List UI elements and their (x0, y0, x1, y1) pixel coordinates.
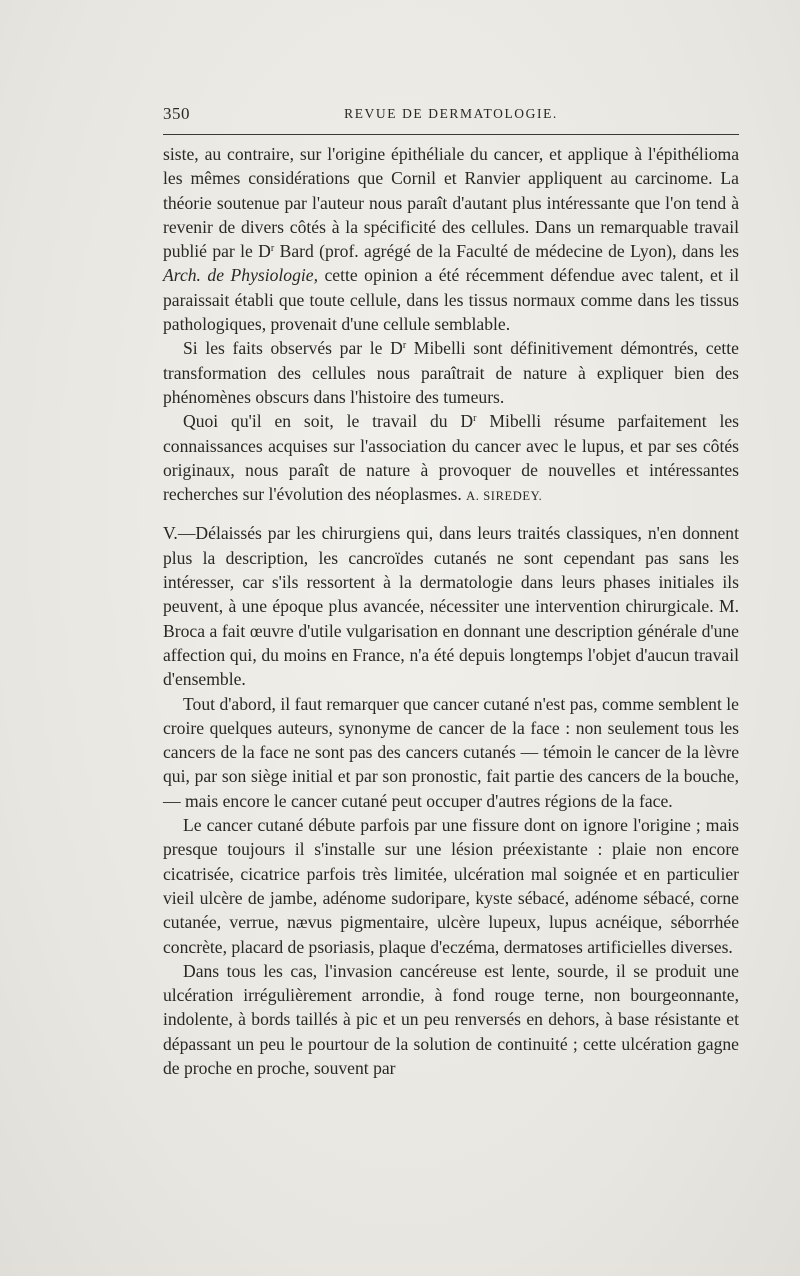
paragraph-6: Le cancer cutané débute parfois par une fissure dont on ignore l'origine ; mais presque toujours il s'installe sur une lésion préexistante : plaie non encore cicatrisée, cicatrice parfois très limitée, ulcération mal soignée et en particulier vieil ulcère de jambe, adénome sudoripare, kyste sébacé, adénome sébacé, corne cutanée, verrue, nævus pigmentaire, ulcère lupeux, lupus acnéique, séborrhée concrète, placard de psoriasis, plaque d'eczéma, dermatoses artificielles diverses. (163, 815, 739, 957)
paragraph-1-text-b: Bard (prof. agrégé de la Faculté de médecine de Lyon), dans les (274, 241, 739, 262)
paragraph-3-text-b: Mibelli résume parfaitement les connaissances acquises sur l'association du cancer avec le lupus, et par ses côtés originaux, nous paraît de nature à provoquer de nouvelles et intéressantes recherches sur l'évolution des néoplasmes. (163, 411, 739, 505)
page-number: 350 (163, 104, 190, 123)
paragraph-2 (163, 336, 739, 409)
paragraph-2-text-b: Mibelli sont définitivement démontrés, cette transformation des cellules nous paraîtrait de nature à expliquer bien des phénomènes obscurs dans l'histoire des tumeurs. (163, 338, 739, 407)
paragraph-3-text-a: Quoi qu'il en soit, le travail du D (183, 411, 474, 432)
author-signature: A. SIREDEY. (466, 489, 543, 504)
journal-title-italic: Arch. de Physiologie, (163, 265, 318, 286)
paragraph-3 (163, 409, 739, 508)
paragraph-2-text-a: Si les faits observés par le D (183, 338, 403, 359)
page-header (163, 104, 739, 126)
paragraph-1 (163, 142, 739, 336)
doctor-abbrev-superscript: r (270, 243, 275, 255)
paragraph-1-text-c: cette opinion a été récemment défendue avec talent, et il paraissait établi que toute cellule, dans les tissus normaux comme dans les tissus pathologiques, provenait d'une cellule semblable. (163, 265, 739, 335)
body-text (163, 142, 739, 1080)
paragraph-1-text-a: siste, au contraire, sur l'origine épithéliale du cancer, et applique à l'épithélioma les mêmes considérations que Cornil et Ranvier appliquent au carcinome. La théorie soutenue par l'auteur nous paraît d'autant plus intéressante que l'on tend à revenir de divers côtés à la spécificité des cellules. Dans un remarquable travail publié par le D (163, 144, 739, 262)
doctor-abbrev-superscript: r (402, 340, 407, 352)
running-title: REVUE DE DERMATOLOGIE. (344, 106, 558, 121)
doctor-abbrev-superscript: r (473, 413, 477, 425)
paragraph-5: Tout d'abord, il faut remarquer que cancer cutané n'est pas, comme semblent le croire quelques auteurs, synonyme de cancer de la face : non seulement tous les cancers de la face ne sont pas des cancers cutanés — témoin le cancer de la lèvre qui, par son siège initial et par son pronostic, fait partie des cancers de la bouche, — mais encore le cancer cutané peut occuper d'autres régions de la face. (163, 693, 739, 811)
header-rule (163, 134, 739, 135)
paragraph-7: Dans tous les cas, l'invasion cancéreuse est lente, sourde, il se produit une ulcération irrégulièrement arrondie, à fond rouge terne, non bourgeonnante, indolente, à bords taillés à pic et un peu renversés en dehors, à base résistante et dépassant un peu le pourtour de la solution de continuité ; cette ulcération gagne de proche en proche, souvent par (163, 960, 739, 1078)
paragraph-4: V.—Délaissés par les chirurgiens qui, dans leurs traités classiques, n'en donnent plus la description, les cancroïdes cutanés ne sont cependant pas sans les intéresser, car s'ils ressortent à la dermatologie dans leurs phases initiales ils peuvent, à une époque plus avancée, nécessiter une intervention chirurgicale. M. Broca a fait œuvre d'utile vulgarisation en donnant une description générale d'une affection qui, du moins en France, n'a été depuis longtemps l'objet d'aucun travail d'ensemble. (163, 523, 739, 690)
